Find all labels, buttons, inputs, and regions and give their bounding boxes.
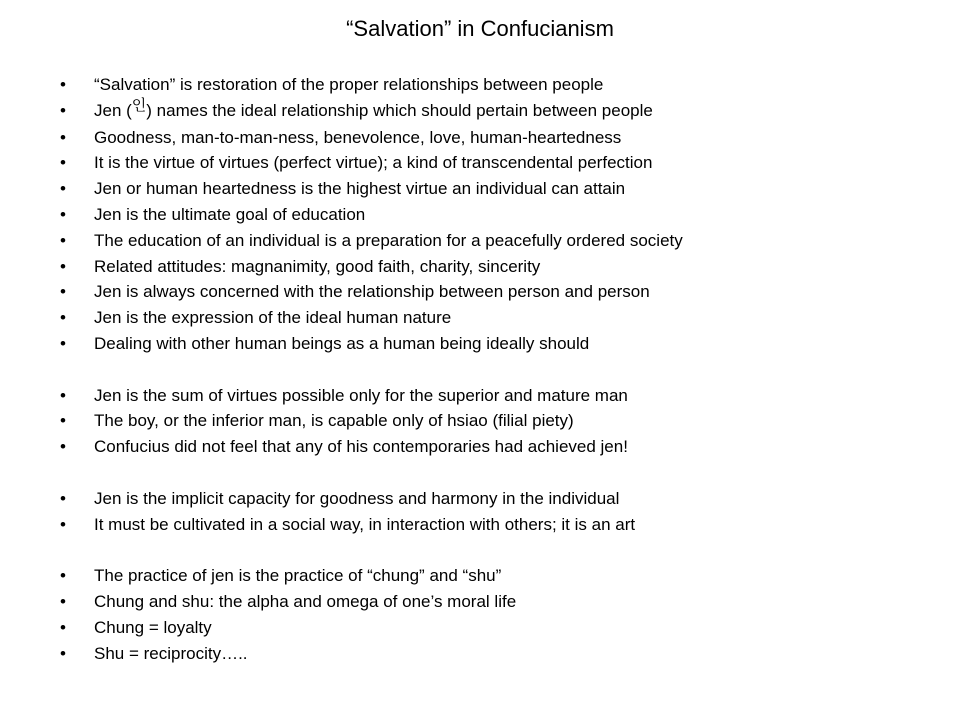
bullet-item — [60, 512, 940, 538]
bullet-text: The practice of jen is the practice of “chung” and “shu” — [94, 566, 502, 586]
bullet-dot-icon: • — [60, 437, 66, 457]
bullet-item — [60, 254, 940, 280]
bullet-text: Jen is always concerned with the relationship between person and person — [94, 282, 650, 302]
bullet-dot-icon: • — [60, 514, 66, 534]
bullet-list — [60, 72, 940, 666]
bullet-dot-icon: • — [60, 75, 66, 94]
bullet-item — [60, 202, 940, 228]
bullet-item — [60, 98, 940, 125]
bullet-dot-icon: • — [60, 204, 66, 224]
jen-line-after: ) names the ideal relationship which should pertain between people — [146, 100, 653, 120]
bullet-item — [60, 589, 940, 615]
bullet-text: Jen is the sum of virtues possible only for the superior and mature man — [94, 385, 628, 405]
bullet-dot-icon: • — [60, 100, 66, 120]
bullet-item — [60, 150, 940, 176]
bullet-item — [60, 434, 940, 460]
hangul-glyph: 인 — [131, 96, 147, 114]
bullet-item — [60, 176, 940, 202]
bullet-dot-icon: • — [60, 179, 66, 199]
bullet-dot-icon: • — [60, 617, 66, 637]
bullet-dot-icon: • — [60, 385, 66, 405]
bullet-dot-icon: • — [60, 643, 66, 663]
bullet-text: It must be cultivated in a social way, in interaction with others; it is an art — [94, 514, 636, 534]
bullet-dot-icon: • — [60, 488, 66, 508]
bullet-dot-icon: • — [60, 591, 66, 611]
jen-line-before: Jen ( — [94, 100, 132, 120]
bullet-dot-icon: • — [60, 308, 66, 328]
bullet-text: Jen is the implicit capacity for goodness and harmony in the individual — [94, 488, 620, 508]
group-spacer — [60, 537, 940, 563]
bullet-text: The education of an individual is a preparation for a peacefully ordered society — [94, 230, 683, 250]
bullet-text: The boy, or the inferior man, is capable only of hsiao (filial piety) — [94, 411, 574, 431]
bullet-text: Chung and shu: the alpha and omega of one’s moral life — [94, 591, 517, 611]
bullet-text: Dealing with other human beings as a human being ideally should — [94, 333, 590, 353]
bullet-dot-icon: • — [60, 566, 66, 586]
bullet-item — [60, 408, 940, 434]
bullet-item — [60, 641, 940, 667]
bullet-dot-icon: • — [60, 153, 66, 173]
slide-title: “Salvation” in Confucianism — [346, 16, 614, 41]
bullet-text: It is the virtue of virtues (perfect virtue); a kind of transcendental perfection — [94, 153, 653, 173]
bullet-text: “Salvation” is restoration of the proper relationships between people — [94, 75, 604, 94]
bullet-text — [94, 96, 653, 120]
bullet-dot-icon: • — [60, 333, 66, 353]
bullet-item — [60, 563, 940, 589]
group-spacer — [60, 460, 940, 486]
bullet-dot-icon: • — [60, 127, 66, 147]
bullet-item — [60, 279, 940, 305]
bullet-dot-icon: • — [60, 230, 66, 250]
bullet-text: Related attitudes: magnanimity, good faith, charity, sincerity — [94, 256, 541, 276]
bullet-dot-icon: • — [60, 411, 66, 431]
bullet-item — [60, 383, 940, 409]
bullet-dot-icon: • — [60, 282, 66, 302]
bullet-item — [60, 486, 940, 512]
bullet-item — [60, 228, 940, 254]
bullet-item — [60, 331, 940, 357]
bullet-text: Chung = loyalty — [94, 617, 212, 637]
bullet-item — [60, 305, 940, 331]
group-spacer — [60, 357, 940, 383]
bullet-text: Jen is the ultimate goal of education — [94, 204, 366, 224]
bullet-item — [60, 125, 940, 151]
bullet-text: Confucius did not feel that any of his contemporaries had achieved jen! — [94, 437, 628, 457]
bullet-item — [60, 615, 940, 641]
bullet-text: Jen is the expression of the ideal human nature — [94, 308, 452, 328]
bullet-text: Goodness, man-to-man-ness, benevolence, love, human-heartedness — [94, 127, 622, 147]
bullet-dot-icon: • — [60, 256, 66, 276]
bullet-item — [60, 72, 940, 98]
bullet-text: Jen or human heartedness is the highest virtue an individual can attain — [94, 179, 626, 199]
bullet-text: Shu = reciprocity….. — [94, 643, 248, 663]
